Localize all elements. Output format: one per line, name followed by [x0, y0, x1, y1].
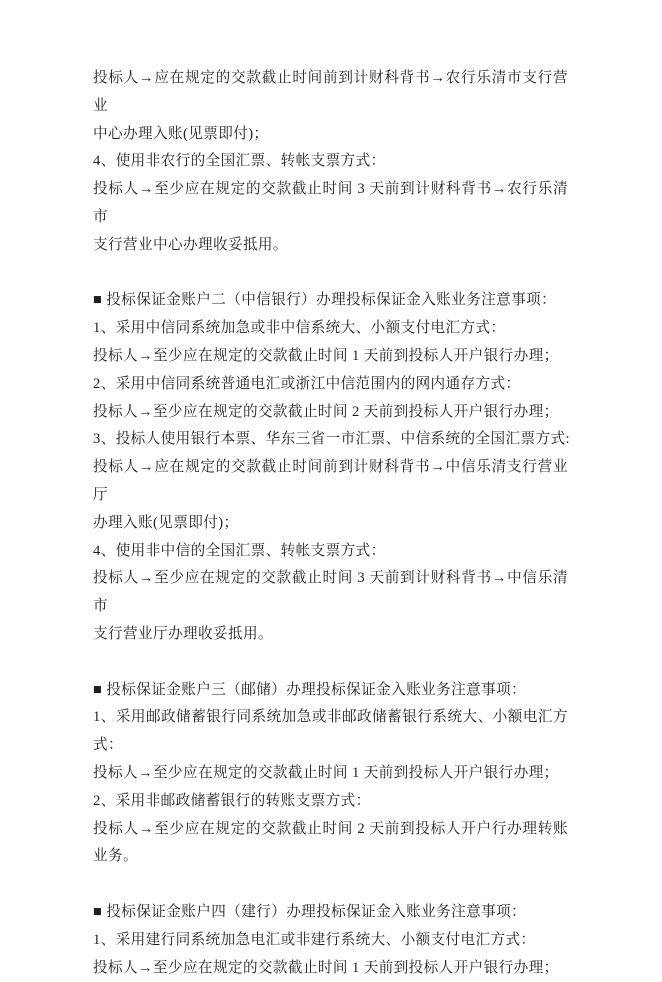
text-line: 投标人→至少应在规定的交款截止时间 3 天前到计财科背书→农行乐清市	[93, 176, 568, 232]
text-line: 中心办理入账(见票即付)；	[93, 121, 568, 149]
text-line: 支行营业厅办理收妥抵用。	[93, 621, 568, 649]
section-heading: ■ 投标保证金账户四（建行）办理投标保证金入账业务注意事项：	[93, 899, 568, 927]
text-line: 3、投标人使用银行本票、华东三省一市汇票、中信系统的全国汇票方式:	[93, 426, 568, 454]
text-line: 投标人→至少应在规定的交款截止时间 3 天前到计财科背书→中信乐清市	[93, 565, 568, 621]
text-line: 1、采用中信同系统加急或非中信系统大、小额支付电汇方式：	[93, 315, 568, 343]
text-line: 投标人→应在规定的交款截止时间前到计财科背书→农行乐清市支行营业	[93, 65, 568, 121]
text-line: 办理入账(见票即付)；	[93, 510, 568, 538]
text-line: 1、采用建行同系统加急电汇或非建行系统大、小额支付电汇方式：	[93, 927, 568, 955]
citic-bank-section	[93, 287, 568, 648]
text-line: 式：	[93, 732, 568, 760]
text-line: 1、采用邮政储蓄银行同系统加急或非邮政储蓄银行系统大、小额电汇方	[93, 704, 568, 732]
ccb-bank-section	[93, 899, 568, 982]
postal-savings-bank-section	[93, 677, 568, 872]
text-line: 2、采用非邮政储蓄银行的转账支票方式：	[93, 788, 568, 816]
text-line: 4、使用非农行的全国汇票、转帐支票方式：	[93, 148, 568, 176]
text-line: 2、采用中信同系统普通电汇或浙江中信范围内的网内通存方式：	[93, 371, 568, 399]
text-line: 业务。	[93, 843, 568, 871]
abc-bank-section-tail	[93, 65, 568, 260]
section-heading: ■ 投标保证金账户二（中信银行）办理投标保证金入账业务注意事项：	[93, 287, 568, 315]
section-heading: ■ 投标保证金账户三（邮储）办理投标保证金入账业务注意事项：	[93, 677, 568, 705]
text-line: 投标人→至少应在规定的交款截止时间 1 天前到投标人开户银行办理；	[93, 343, 568, 371]
text-line: 投标人→至少应在规定的交款截止时间 1 天前到投标人开户银行办理；	[93, 955, 568, 982]
text-line: 投标人→至少应在规定的交款截止时间 2 天前到投标人开户银行办理；	[93, 399, 568, 427]
text-line: 投标人→应在规定的交款截止时间前到计财科背书→中信乐清支行营业厅	[93, 454, 568, 510]
text-line: 支行营业中心办理收妥抵用。	[93, 232, 568, 260]
text-line: 投标人→至少应在规定的交款截止时间 1 天前到投标人开户银行办理；	[93, 760, 568, 788]
text-line: 4、使用非中信的全国汇票、转帐支票方式：	[93, 538, 568, 566]
text-line: 投标人→至少应在规定的交款截止时间 2 天前到投标人开户行办理转账	[93, 816, 568, 844]
